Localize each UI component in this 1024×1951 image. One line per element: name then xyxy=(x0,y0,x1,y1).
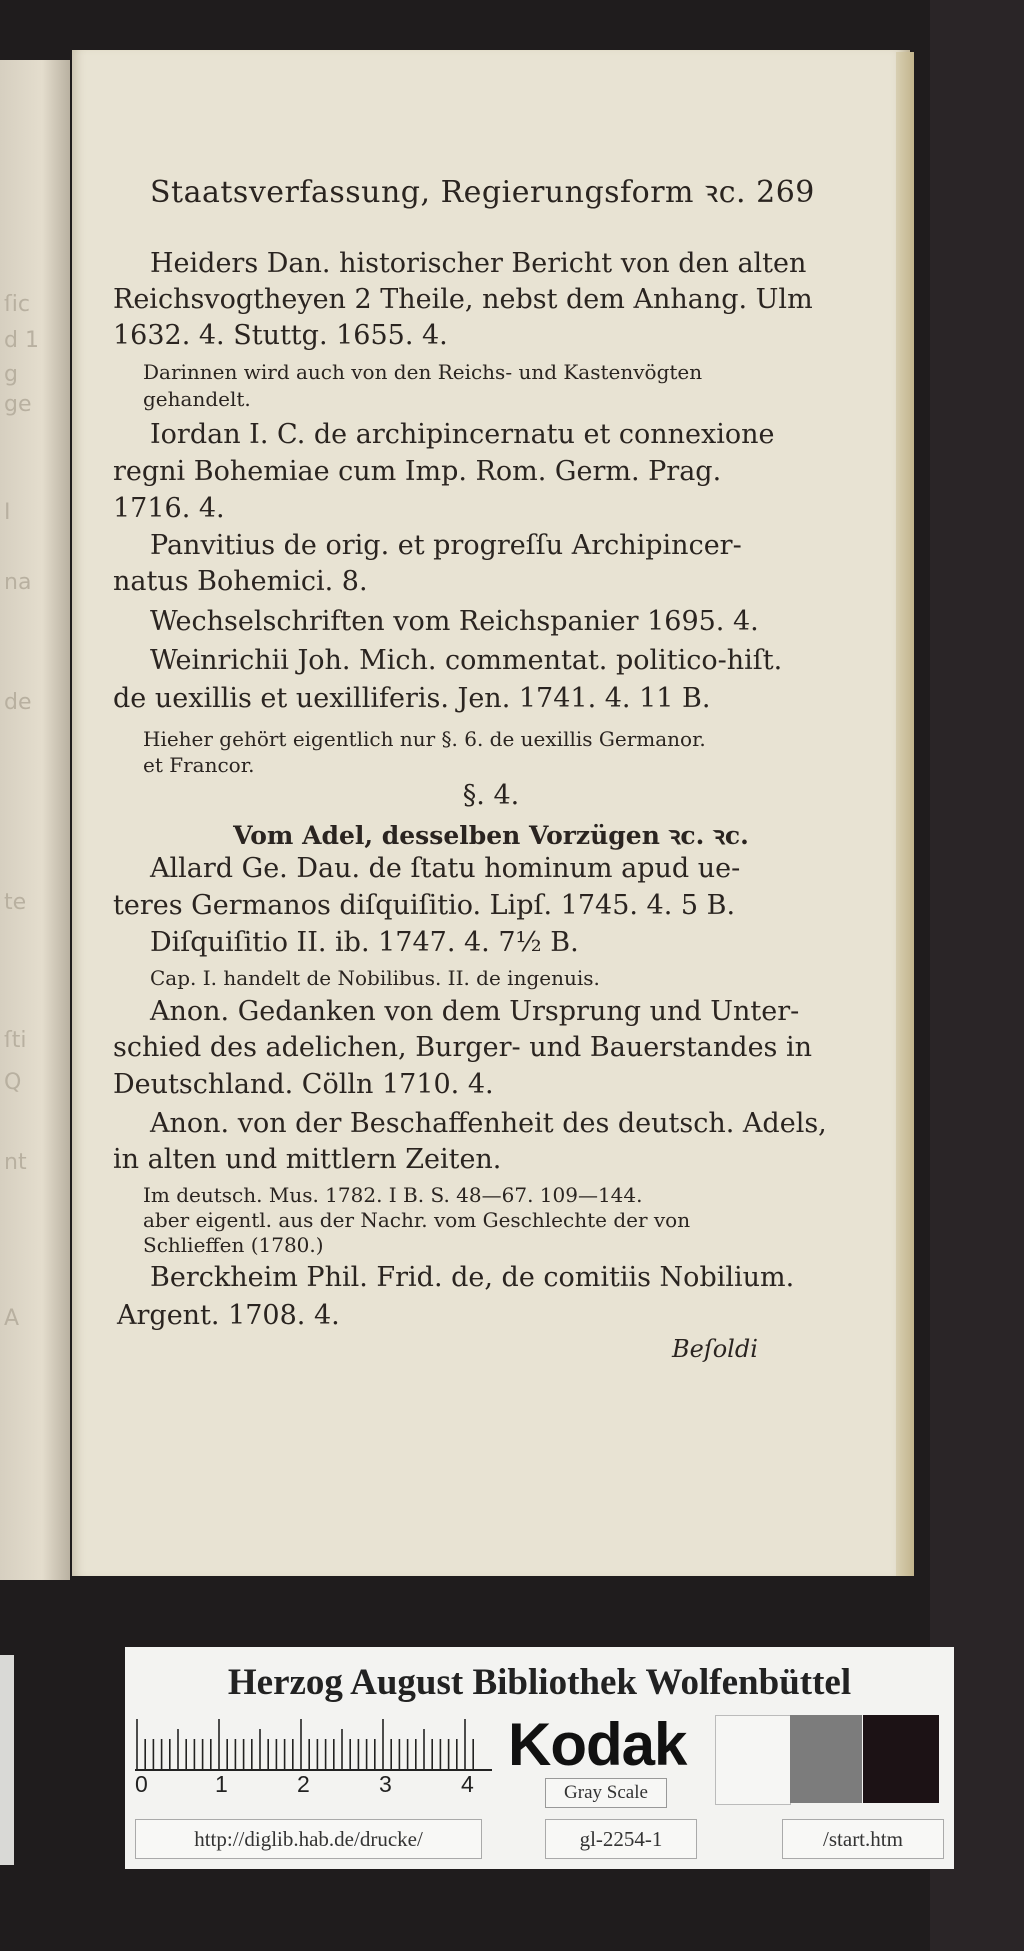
text-line: 1632. 4. Stuttg. 1655. 4. xyxy=(113,320,448,351)
text-line: Iordan I. C. de archipincernatu et connexione xyxy=(150,419,775,450)
text-line: Wechselschriften vom Reichspanier 1695. 4. xyxy=(150,606,759,637)
page-edge xyxy=(896,52,914,1576)
black-swatch xyxy=(863,1715,939,1803)
left-fragment: nt xyxy=(4,1150,27,1175)
text-line: Allard Ge. Dau. de ſtatu hominum apud ue- xyxy=(150,853,741,884)
text-line: gehandelt. xyxy=(143,387,251,411)
text-line: de uexillis et uexilliferis. Jen. 1741. 4. 11 B. xyxy=(113,683,711,714)
catchword: Beſoldi xyxy=(672,1335,758,1363)
text-line: Hieher gehört eigentlich nur §. 6. de uexillis Germanor. xyxy=(143,727,706,751)
left-page-edge xyxy=(0,60,70,1580)
text-line: Berckheim Phil. Frid. de, de comitiis Nobilium. xyxy=(150,1262,795,1293)
left-fragment: d 1 xyxy=(4,328,39,353)
calibration-card xyxy=(125,1647,954,1869)
text-line: Darinnen wird auch von den Reichs- und Kastenvögten xyxy=(143,360,703,384)
text-line: Reichsvogtheyen 2 Theile, nebst dem Anhang. Ulm xyxy=(113,284,813,315)
left-fragment: I xyxy=(4,500,11,525)
text-line: Panvitius de orig. et progreſſu Archipincer- xyxy=(150,530,742,561)
ruler-number: 0 xyxy=(135,1771,148,1797)
text-line: aber eigentl. aus der Nachr. vom Geschlechte der von xyxy=(143,1208,691,1232)
left-fragment: de xyxy=(4,690,32,715)
text-line: Schlieffen (1780.) xyxy=(143,1233,324,1257)
ruler-numbers xyxy=(135,1771,492,1801)
text-line: et Francor. xyxy=(143,753,255,777)
left-fragment: Q xyxy=(4,1070,22,1095)
left-fragment: ſic xyxy=(4,292,30,317)
text-line: Anon. Gedanken von dem Ursprung und Unter- xyxy=(150,996,800,1027)
text-line: Diſquiſitio II. ib. 1747. 4. 7½ B. xyxy=(150,927,579,958)
text-line: 1716. 4. xyxy=(113,493,225,524)
left-fragment: te xyxy=(4,890,27,915)
left-strip xyxy=(0,1655,14,1865)
text-line: natus Bohemici. 8. xyxy=(113,566,368,597)
text-line: Argent. 1708. 4. xyxy=(117,1300,340,1331)
text-line: Cap. I. handelt de Nobilibus. II. de ingenuis. xyxy=(150,966,600,990)
ruler xyxy=(135,1719,492,1771)
text-line: in alten und mittlern Zeiten. xyxy=(113,1144,502,1175)
left-fragment: na xyxy=(4,570,32,595)
text-line: Im deutsch. Mus. 1782. I B. S. 48—67. 109—144. xyxy=(143,1183,643,1207)
text-line: schied des adelichen, Burger- und Bauerstandes in xyxy=(113,1032,813,1063)
card-title: Herzog August Bibliothek Wolfenbüttel xyxy=(227,1662,852,1703)
left-fragment: A xyxy=(4,1306,20,1331)
section-title: Vom Adel, desselben Vorzügen ꝛc. ꝛc. xyxy=(233,821,749,850)
text-line: regni Bohemiae cum Imp. Rom. Germ. Prag. xyxy=(113,456,722,487)
text-line: Weinrichii Joh. Mich. commentat. politico-hiſt. xyxy=(150,645,783,676)
gray-swatch xyxy=(790,1715,862,1803)
start-label: /start.htm xyxy=(782,1819,944,1859)
left-fragment: g xyxy=(4,362,18,387)
text-line: Anon. von der Beschaffenheit des deutsch. Adels, xyxy=(150,1108,827,1139)
text-line: teres Germanos diſquiſitio. Lipſ. 1745. 4. 5 B. xyxy=(113,890,736,921)
url-label: http://diglib.hab.de/drucke/ xyxy=(135,1819,482,1859)
page-header: Staatsverfassung, Regierungsform ꝛc. 269 xyxy=(150,175,815,210)
ruler-ticks xyxy=(137,1719,473,1769)
white-swatch xyxy=(715,1715,791,1805)
ruler-number: 3 xyxy=(379,1771,392,1797)
left-fragment: ge xyxy=(4,392,32,417)
ruler-number: 4 xyxy=(461,1771,474,1797)
section-number: §. 4. xyxy=(462,780,520,811)
ruler-number: 2 xyxy=(297,1771,310,1797)
kodak-logo: Kodak xyxy=(508,1711,687,1778)
shelfmark-label: gl-2254-1 xyxy=(545,1819,697,1859)
text-line: Deutschland. Cölln 1710. 4. xyxy=(113,1069,494,1100)
left-fragment: ſti xyxy=(4,1028,27,1053)
ruler-number: 1 xyxy=(215,1771,228,1797)
gray-scale-label: Gray Scale xyxy=(545,1778,667,1808)
text-line: Heiders Dan. historischer Bericht von den alten xyxy=(150,248,807,279)
